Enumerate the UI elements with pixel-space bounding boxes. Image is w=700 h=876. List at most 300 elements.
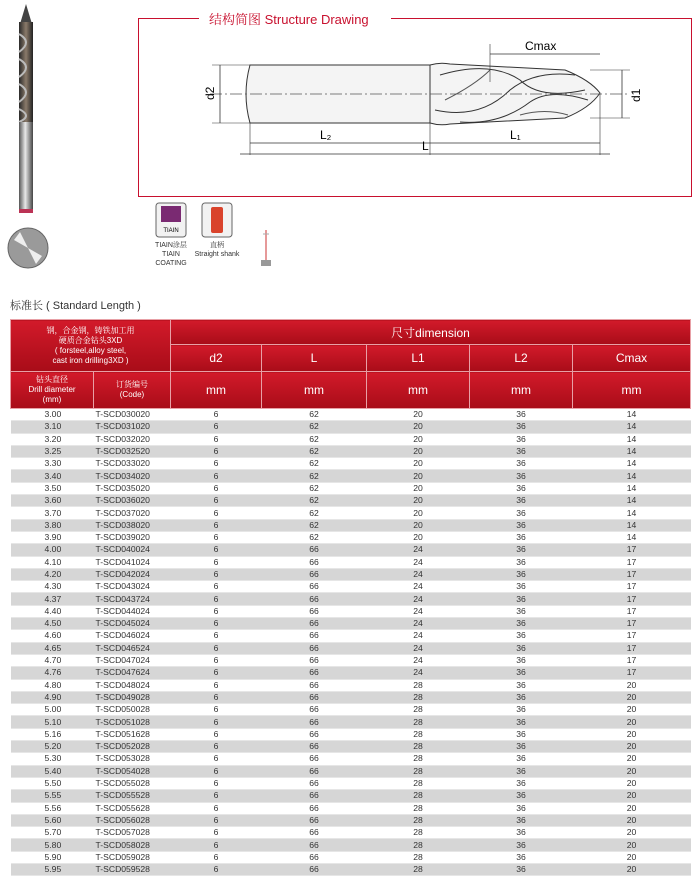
cell-l2: 36 xyxy=(470,851,573,863)
cell-code: T-SCD046024 xyxy=(94,630,171,642)
cell-l1: 28 xyxy=(367,851,470,863)
cell-d2: 6 xyxy=(171,654,262,666)
cell-code: T-SCD051028 xyxy=(94,716,171,728)
cell-cmax: 20 xyxy=(573,679,691,691)
cell-d2: 6 xyxy=(171,568,262,580)
cell-l: 66 xyxy=(262,654,367,666)
cell-l: 66 xyxy=(262,741,367,753)
cell-code: T-SCD039020 xyxy=(94,531,171,543)
cell-d2: 6 xyxy=(171,433,262,445)
cell-code: T-SCD030020 xyxy=(94,409,171,421)
cell-l2: 36 xyxy=(470,556,573,568)
cell-l2: 36 xyxy=(470,495,573,507)
cell-cmax: 17 xyxy=(573,593,691,605)
cell-l: 62 xyxy=(262,470,367,482)
cell-l: 66 xyxy=(262,556,367,568)
drill-end-view xyxy=(6,226,50,270)
section-title: 标准长 ( Standard Length ) xyxy=(10,300,141,312)
drill-photo xyxy=(6,4,46,214)
cell-diameter: 4.70 xyxy=(11,654,94,666)
cell-l: 66 xyxy=(262,568,367,580)
cell-cmax: 17 xyxy=(573,581,691,593)
cell-l: 66 xyxy=(262,667,367,679)
cell-l: 62 xyxy=(262,458,367,470)
cell-l2: 36 xyxy=(470,409,573,421)
table-row xyxy=(11,544,691,556)
label-l1: L₁ xyxy=(510,128,521,142)
cell-l: 66 xyxy=(262,802,367,814)
cell-diameter: 4.90 xyxy=(11,691,94,703)
cell-l: 66 xyxy=(262,777,367,789)
table-row xyxy=(11,765,691,777)
cell-d2: 6 xyxy=(171,802,262,814)
cell-code: T-SCD059528 xyxy=(94,863,171,875)
cell-diameter: 5.00 xyxy=(11,704,94,716)
table-row xyxy=(11,458,691,470)
col-d2: d2 xyxy=(171,345,262,372)
cell-cmax: 20 xyxy=(573,753,691,765)
cell-d2: 6 xyxy=(171,790,262,802)
label-d1: d1 xyxy=(629,88,643,102)
table-row xyxy=(11,863,691,875)
cell-l: 66 xyxy=(262,704,367,716)
cell-diameter: 4.80 xyxy=(11,679,94,691)
cell-code: T-SCD034020 xyxy=(94,470,171,482)
cell-l1: 24 xyxy=(367,544,470,556)
cell-l2: 36 xyxy=(470,863,573,875)
cell-d2: 6 xyxy=(171,409,262,421)
cell-code: T-SCD031020 xyxy=(94,421,171,433)
cell-l: 66 xyxy=(262,814,367,826)
table-row xyxy=(11,741,691,753)
cell-cmax: 20 xyxy=(573,839,691,851)
cell-cmax: 20 xyxy=(573,863,691,875)
cell-d2: 6 xyxy=(171,753,262,765)
cell-cmax: 14 xyxy=(573,470,691,482)
cell-d2: 6 xyxy=(171,470,262,482)
cell-l2: 36 xyxy=(470,470,573,482)
cell-diameter: 5.10 xyxy=(11,716,94,728)
cell-code: T-SCD052028 xyxy=(94,741,171,753)
cell-diameter: 5.90 xyxy=(11,851,94,863)
cell-l: 66 xyxy=(262,765,367,777)
cell-l2: 36 xyxy=(470,519,573,531)
cell-l2: 36 xyxy=(470,716,573,728)
cell-l: 66 xyxy=(262,839,367,851)
table-row xyxy=(11,654,691,666)
table-row xyxy=(11,716,691,728)
table-row xyxy=(11,507,691,519)
cell-l2: 36 xyxy=(470,421,573,433)
cell-l2: 36 xyxy=(470,445,573,457)
table-row xyxy=(11,581,691,593)
cell-diameter: 5.95 xyxy=(11,863,94,875)
cell-diameter: 5.40 xyxy=(11,765,94,777)
small-drill-icon xyxy=(258,230,274,270)
cell-cmax: 20 xyxy=(573,777,691,789)
cell-d2: 6 xyxy=(171,728,262,740)
code-header: 订货编号 (Code) xyxy=(94,372,171,409)
table-row xyxy=(11,433,691,445)
cell-d2: 6 xyxy=(171,593,262,605)
cell-l2: 36 xyxy=(470,458,573,470)
cell-code: T-SCD055028 xyxy=(94,777,171,789)
cell-cmax: 14 xyxy=(573,445,691,457)
cell-d2: 6 xyxy=(171,827,262,839)
cell-cmax: 14 xyxy=(573,458,691,470)
cell-code: T-SCD051628 xyxy=(94,728,171,740)
cell-d2: 6 xyxy=(171,556,262,568)
cell-l2: 36 xyxy=(470,433,573,445)
cell-l: 66 xyxy=(262,679,367,691)
cell-l1: 28 xyxy=(367,765,470,777)
cell-l: 62 xyxy=(262,495,367,507)
cell-code: T-SCD053028 xyxy=(94,753,171,765)
cell-diameter: 3.70 xyxy=(11,507,94,519)
table-row xyxy=(11,556,691,568)
coating-badge xyxy=(146,202,196,268)
cell-l2: 36 xyxy=(470,814,573,826)
table-row xyxy=(11,470,691,482)
cell-l2: 36 xyxy=(470,753,573,765)
cell-diameter: 3.30 xyxy=(11,458,94,470)
cell-l: 62 xyxy=(262,531,367,543)
cell-diameter: 5.16 xyxy=(11,728,94,740)
table-row xyxy=(11,691,691,703)
cell-code: T-SCD048024 xyxy=(94,679,171,691)
cell-d2: 6 xyxy=(171,507,262,519)
cell-l1: 28 xyxy=(367,839,470,851)
cell-l: 66 xyxy=(262,790,367,802)
cell-l: 62 xyxy=(262,445,367,457)
cell-l1: 28 xyxy=(367,679,470,691)
cell-l1: 28 xyxy=(367,704,470,716)
cell-code: T-SCD044024 xyxy=(94,605,171,617)
cell-l1: 24 xyxy=(367,654,470,666)
cell-l1: 20 xyxy=(367,519,470,531)
cell-cmax: 14 xyxy=(573,519,691,531)
cell-diameter: 5.20 xyxy=(11,741,94,753)
cell-code: T-SCD045024 xyxy=(94,618,171,630)
cell-code: T-SCD038020 xyxy=(94,519,171,531)
cell-l: 66 xyxy=(262,716,367,728)
cell-code: T-SCD043024 xyxy=(94,581,171,593)
table-row xyxy=(11,827,691,839)
cell-code: T-SCD033020 xyxy=(94,458,171,470)
cell-l: 66 xyxy=(262,642,367,654)
cell-l: 66 xyxy=(262,691,367,703)
cell-l: 62 xyxy=(262,421,367,433)
cell-code: T-SCD047024 xyxy=(94,654,171,666)
cell-d2: 6 xyxy=(171,667,262,679)
cell-l: 62 xyxy=(262,507,367,519)
table-row xyxy=(11,568,691,580)
cell-diameter: 3.50 xyxy=(11,482,94,494)
cell-cmax: 17 xyxy=(573,642,691,654)
cell-cmax: 17 xyxy=(573,605,691,617)
cell-l2: 36 xyxy=(470,544,573,556)
cell-diameter: 4.40 xyxy=(11,605,94,617)
cell-diameter: 4.65 xyxy=(11,642,94,654)
cell-l1: 20 xyxy=(367,470,470,482)
cell-l2: 36 xyxy=(470,741,573,753)
cell-l2: 36 xyxy=(470,568,573,580)
cell-d2: 6 xyxy=(171,458,262,470)
cell-l1: 28 xyxy=(367,802,470,814)
cell-l1: 24 xyxy=(367,667,470,679)
cell-l1: 20 xyxy=(367,421,470,433)
cell-d2: 6 xyxy=(171,531,262,543)
straight-shank-icon xyxy=(201,202,233,238)
cell-l: 62 xyxy=(262,409,367,421)
cell-d2: 6 xyxy=(171,741,262,753)
cell-diameter: 4.50 xyxy=(11,618,94,630)
cell-l2: 36 xyxy=(470,593,573,605)
table-row xyxy=(11,618,691,630)
cell-code: T-SCD056028 xyxy=(94,814,171,826)
cell-code: T-SCD055628 xyxy=(94,802,171,814)
group-header-text: 钢，合金钢，铸铁加工用 硬质合金钻头3XD ( forsteel,alloy steel, cast iron drilling3XD ) xyxy=(46,325,135,365)
table-row xyxy=(11,753,691,765)
cell-l: 66 xyxy=(262,753,367,765)
col-l1: L1 xyxy=(367,345,470,372)
cell-cmax: 20 xyxy=(573,827,691,839)
cell-l2: 36 xyxy=(470,765,573,777)
table-row xyxy=(11,851,691,863)
cell-l1: 28 xyxy=(367,863,470,875)
cell-cmax: 14 xyxy=(573,507,691,519)
cell-d2: 6 xyxy=(171,851,262,863)
cell-diameter: 5.56 xyxy=(11,802,94,814)
cell-l2: 36 xyxy=(470,642,573,654)
unit-l: mm xyxy=(262,372,367,409)
cell-code: T-SCD035020 xyxy=(94,482,171,494)
cell-d2: 6 xyxy=(171,482,262,494)
shank-label-en: Straight shank xyxy=(194,251,240,258)
cell-cmax: 20 xyxy=(573,728,691,740)
cell-l1: 20 xyxy=(367,482,470,494)
cell-l2: 36 xyxy=(470,839,573,851)
col-cmax: Cmax xyxy=(573,345,691,372)
svg-text:TIAIN: TIAIN xyxy=(163,228,179,234)
cell-d2: 6 xyxy=(171,581,262,593)
unit-l1: mm xyxy=(367,372,470,409)
cell-l1: 20 xyxy=(367,507,470,519)
cell-cmax: 17 xyxy=(573,568,691,580)
cell-code: T-SCD058028 xyxy=(94,839,171,851)
cell-l1: 24 xyxy=(367,642,470,654)
cell-d2: 6 xyxy=(171,618,262,630)
cell-code: T-SCD049028 xyxy=(94,691,171,703)
cell-d2: 6 xyxy=(171,495,262,507)
cell-l2: 36 xyxy=(470,630,573,642)
table-row xyxy=(11,445,691,457)
cell-cmax: 17 xyxy=(573,630,691,642)
cell-code: T-SCD036020 xyxy=(94,495,171,507)
cell-l1: 28 xyxy=(367,753,470,765)
cell-l2: 36 xyxy=(470,679,573,691)
cell-cmax: 14 xyxy=(573,531,691,543)
cell-cmax: 17 xyxy=(573,544,691,556)
label-l2: L₂ xyxy=(320,128,332,142)
cell-code: T-SCD054028 xyxy=(94,765,171,777)
cell-l1: 28 xyxy=(367,814,470,826)
unit-l2: mm xyxy=(470,372,573,409)
cell-code: T-SCD046524 xyxy=(94,642,171,654)
unit-cmax: mm xyxy=(573,372,691,409)
cell-l1: 24 xyxy=(367,581,470,593)
cell-diameter: 3.20 xyxy=(11,433,94,445)
cell-cmax: 14 xyxy=(573,433,691,445)
cell-l2: 36 xyxy=(470,691,573,703)
cell-d2: 6 xyxy=(171,863,262,875)
cell-l2: 36 xyxy=(470,531,573,543)
cell-code: T-SCD040024 xyxy=(94,544,171,556)
cell-diameter: 4.37 xyxy=(11,593,94,605)
cell-code: T-SCD042024 xyxy=(94,568,171,580)
cell-l: 66 xyxy=(262,544,367,556)
cell-code: T-SCD032520 xyxy=(94,445,171,457)
table-row xyxy=(11,704,691,716)
coating-label-en: TIAIN COATING xyxy=(155,251,187,267)
cell-diameter: 3.25 xyxy=(11,445,94,457)
cell-d2: 6 xyxy=(171,777,262,789)
cell-l1: 20 xyxy=(367,433,470,445)
cell-l: 66 xyxy=(262,851,367,863)
cell-diameter: 3.80 xyxy=(11,519,94,531)
cell-l: 66 xyxy=(262,827,367,839)
label-l: L xyxy=(422,139,429,153)
cell-cmax: 20 xyxy=(573,704,691,716)
cell-d2: 6 xyxy=(171,421,262,433)
cell-diameter: 3.90 xyxy=(11,531,94,543)
table-row xyxy=(11,667,691,679)
table-row xyxy=(11,421,691,433)
cell-cmax: 14 xyxy=(573,495,691,507)
cell-cmax: 17 xyxy=(573,618,691,630)
cell-cmax: 14 xyxy=(573,482,691,494)
dimension-header: 尺寸dimension xyxy=(171,320,691,345)
cell-cmax: 20 xyxy=(573,741,691,753)
cell-d2: 6 xyxy=(171,679,262,691)
cell-d2: 6 xyxy=(171,704,262,716)
cell-l1: 28 xyxy=(367,790,470,802)
cell-diameter: 4.00 xyxy=(11,544,94,556)
cell-cmax: 20 xyxy=(573,765,691,777)
label-d2: d2 xyxy=(203,86,217,100)
coating-icon xyxy=(155,202,187,238)
cell-l2: 36 xyxy=(470,777,573,789)
cell-l1: 28 xyxy=(367,741,470,753)
cell-l1: 20 xyxy=(367,495,470,507)
cell-l1: 20 xyxy=(367,458,470,470)
product-table xyxy=(10,319,691,876)
cell-l: 66 xyxy=(262,728,367,740)
cell-code: T-SCD043724 xyxy=(94,593,171,605)
cell-l: 66 xyxy=(262,618,367,630)
cell-l2: 36 xyxy=(470,802,573,814)
cell-code: T-SCD050028 xyxy=(94,704,171,716)
cell-d2: 6 xyxy=(171,765,262,777)
cell-l: 62 xyxy=(262,482,367,494)
cell-cmax: 20 xyxy=(573,851,691,863)
cell-l2: 36 xyxy=(470,581,573,593)
cell-l2: 36 xyxy=(470,667,573,679)
cell-l1: 20 xyxy=(367,409,470,421)
cell-l: 62 xyxy=(262,433,367,445)
cell-code: T-SCD057028 xyxy=(94,827,171,839)
cell-l2: 36 xyxy=(470,618,573,630)
cell-l1: 20 xyxy=(367,531,470,543)
cell-diameter: 3.00 xyxy=(11,409,94,421)
cell-code: T-SCD032020 xyxy=(94,433,171,445)
cell-l2: 36 xyxy=(470,507,573,519)
cell-d2: 6 xyxy=(171,716,262,728)
cell-l2: 36 xyxy=(470,704,573,716)
structure-title: 结构简图 Structure Drawing xyxy=(206,9,372,28)
diameter-header: 钻头直径 Drill diameter (mm) xyxy=(11,372,94,409)
table-row xyxy=(11,409,691,421)
cell-cmax: 20 xyxy=(573,790,691,802)
cell-cmax: 17 xyxy=(573,654,691,666)
cell-l1: 24 xyxy=(367,593,470,605)
shank-badge xyxy=(192,202,242,259)
table-row xyxy=(11,593,691,605)
cell-l1: 20 xyxy=(367,445,470,457)
cell-l2: 36 xyxy=(470,728,573,740)
cell-diameter: 3.60 xyxy=(11,495,94,507)
table-row xyxy=(11,679,691,691)
cell-diameter: 5.70 xyxy=(11,827,94,839)
col-l2: L2 xyxy=(470,345,573,372)
table-row xyxy=(11,802,691,814)
cell-diameter: 5.50 xyxy=(11,777,94,789)
cell-d2: 6 xyxy=(171,839,262,851)
cell-l2: 36 xyxy=(470,654,573,666)
top-section xyxy=(0,0,700,290)
cell-diameter: 4.60 xyxy=(11,630,94,642)
cell-l2: 36 xyxy=(470,790,573,802)
cell-d2: 6 xyxy=(171,605,262,617)
table-row xyxy=(11,605,691,617)
cell-l1: 28 xyxy=(367,716,470,728)
cell-cmax: 14 xyxy=(573,409,691,421)
cell-diameter: 4.10 xyxy=(11,556,94,568)
cell-l1: 24 xyxy=(367,556,470,568)
col-l: L xyxy=(262,345,367,372)
cell-l2: 36 xyxy=(470,605,573,617)
table-row xyxy=(11,777,691,789)
cell-diameter: 5.55 xyxy=(11,790,94,802)
cell-diameter: 5.30 xyxy=(11,753,94,765)
cell-d2: 6 xyxy=(171,814,262,826)
cell-d2: 6 xyxy=(171,544,262,556)
cell-l: 66 xyxy=(262,581,367,593)
cell-cmax: 20 xyxy=(573,691,691,703)
cell-l: 66 xyxy=(262,605,367,617)
structure-drawing xyxy=(190,30,660,180)
cell-l1: 24 xyxy=(367,605,470,617)
cell-cmax: 20 xyxy=(573,814,691,826)
table-row xyxy=(11,630,691,642)
cell-cmax: 17 xyxy=(573,667,691,679)
cell-diameter: 4.30 xyxy=(11,581,94,593)
table-row xyxy=(11,495,691,507)
label-cmax: Cmax xyxy=(525,39,557,53)
cell-diameter: 4.20 xyxy=(11,568,94,580)
cell-code: T-SCD059028 xyxy=(94,851,171,863)
cell-l1: 24 xyxy=(367,568,470,580)
